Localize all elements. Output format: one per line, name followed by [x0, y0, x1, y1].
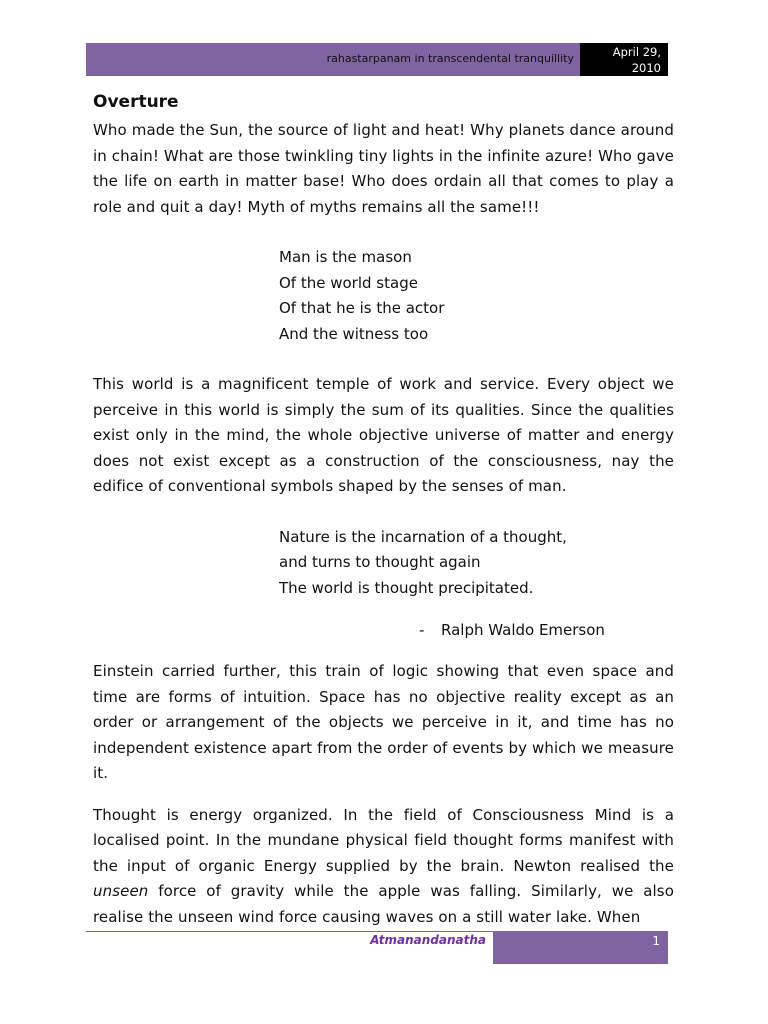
header-date [580, 43, 668, 76]
document-body [93, 90, 674, 930]
verse-line: Of that he is the actor [279, 299, 445, 317]
verse-line: Of the world stage [279, 273, 418, 292]
verse-line: Nature is the incarnation of a thought, [279, 527, 567, 546]
verse-line: and turns to thought again [279, 553, 481, 571]
attribution-name: Ralph Waldo Emerson [441, 621, 605, 639]
verse-2 [279, 525, 674, 602]
verse-1 [279, 245, 674, 347]
verse-line: The world is thought precipitated. [279, 578, 534, 597]
header-bar [86, 43, 580, 76]
header-date-line2: 2010 [631, 61, 661, 75]
attribution-dash: - [419, 621, 425, 639]
header-date-line1: April 29, [612, 45, 661, 59]
paragraph-4-italic: unseen [93, 882, 149, 900]
paragraph-4-start: Thought is energy organized. In the field of Consciousness Mind is a localised point. In the mundane physical field thought forms manifest with the input of organic Energy supplied by the brain. Newton realised the [93, 805, 674, 875]
verse-line: And the witness too [279, 324, 429, 343]
verse-line: Man is the mason [279, 248, 412, 266]
footer-author: Atmanandanatha [370, 933, 486, 947]
header-title: rahastarpanam in transcendental tranquillity [326, 52, 574, 65]
quote-attribution [419, 618, 674, 643]
paragraph-4-end: force of gravity while the apple was falling. Similarly, we also realise the unseen wind force causing waves on a still water lake. When [93, 882, 674, 926]
page-number: 1 [652, 934, 660, 948]
paragraph-3: Einstein carried further, this train of logic showing that even space and time are forms of intuition. Space has no objective reality except as an order or arrangement of the objects we perceive in it, and time has no independent existence apart from the order of events by which we measure it. [93, 662, 674, 782]
page-heading: Overture [93, 92, 179, 112]
paragraph-1: Who made the Sun, the source of light and heat! Why planets dance around in chain! What are those twinkling tiny lights in the infinite azure! Who gave the life on earth in matter base! Who does ordain all that comes to play a role and quit a day! Myth of myths remains all the same!!! [93, 121, 674, 216]
paragraph-4 [93, 803, 674, 931]
footer-page-box [493, 931, 668, 964]
paragraph-2: This world is a magnificent temple of work and service. Every object we perceive in this world is simply the sum of its qualities. Since the qualities exist only in the mind, the whole objective universe of matter and energy does not exist except as a construction of the consciousness, nay the edifice of conventional symbols shaped by the senses of man. [93, 375, 674, 495]
